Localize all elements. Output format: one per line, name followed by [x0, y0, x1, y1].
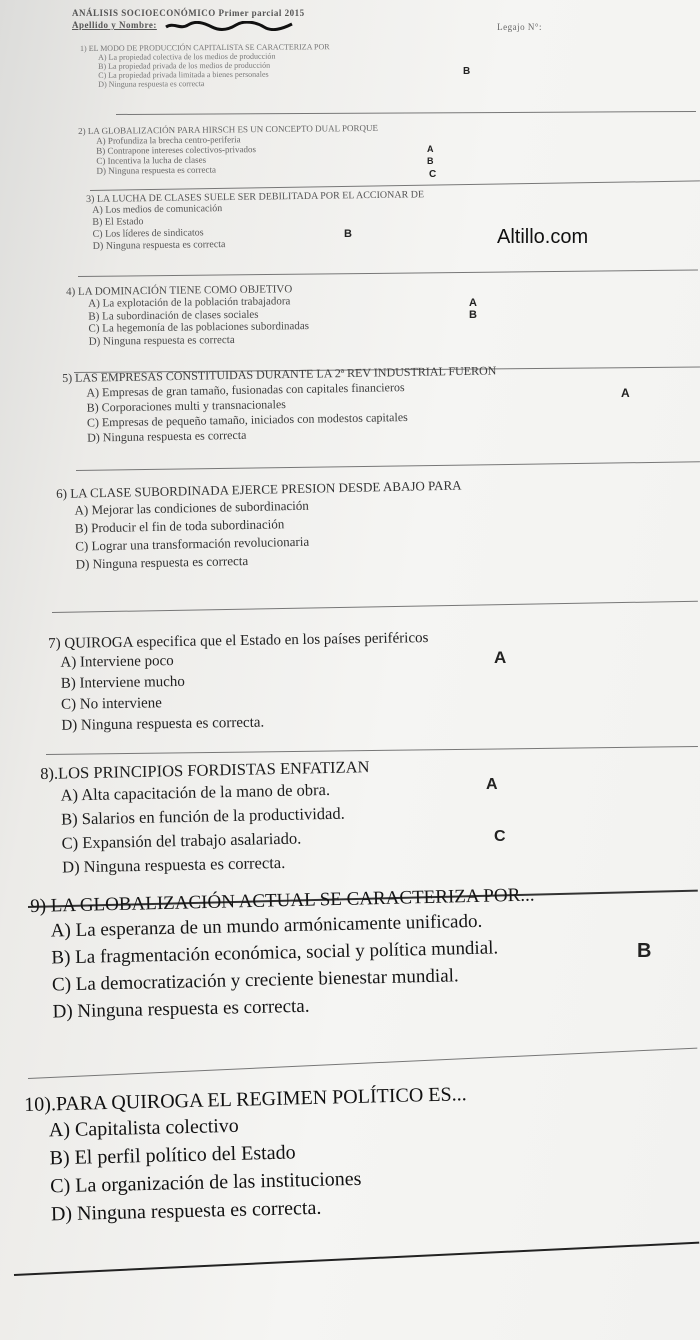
option-a: A) Mejorar las condiciones de subordinación [74, 497, 309, 518]
question-title: 7) QUIROGA especifica que el Estado en los países periféricos [48, 630, 429, 652]
option-b: B) El Estado [92, 216, 144, 228]
option-d: D) Ninguna respuesta es correcta. [61, 714, 265, 734]
option-d: D) Ninguna respuesta es correcta. [61, 852, 286, 877]
option-c: C) No interviene [60, 695, 163, 713]
option-a: A) Interviene poco [60, 653, 174, 671]
name-row [72, 20, 632, 31]
question-8 [40, 757, 372, 880]
altillo-watermark: Altillo.com [497, 226, 589, 248]
handwritten-answer-mark: A [469, 297, 477, 309]
exam-title: ANÁLISIS SOCIOECONÓMICO Primer parcial 2015 [72, 8, 305, 18]
option-d: D) Ninguna respuesta es correcta. [50, 1196, 322, 1226]
divider-line [78, 270, 698, 277]
option-a: A) La esperanza de un mundo armónicamente unificado. [50, 910, 483, 942]
divider-line [28, 1048, 697, 1079]
exam-header [72, 8, 632, 31]
question-title: 2) LA GLOBALIZACIÓN PARA HIRSCH ES UN CONCEPTO DUAL PORQUE [78, 122, 379, 136]
option-d: D) Ninguna respuesta es correcta [88, 333, 235, 348]
question-7 [48, 630, 430, 737]
option-c: C) Lograr una transformación revolucionaria [75, 533, 310, 554]
option-a: A) Los medios de comunicación [92, 203, 223, 216]
question-title: 3) LA LUCHA DE CLASES SUELE SER DEBILITADA POR EL ACCIONAR DE [86, 189, 425, 205]
option-b: B) La subordinación de clases sociales [88, 308, 259, 323]
option-b: B) Contrapone intereses colectivos-privados [96, 144, 257, 156]
option-b: B) El perfil político del Estado [49, 1141, 296, 1170]
handwritten-answer-mark: B [637, 940, 652, 962]
option-a: A) La explotación de la población trabajadora [88, 295, 291, 310]
question-title: 8).LOS PRINCIPIOS FORDISTAS ENFATIZAN [40, 757, 370, 783]
option-b: B) La fragmentación económica, social y política mundial. [51, 937, 499, 969]
option-d: D) Ninguna respuesta es correcta [96, 164, 216, 176]
question-title: 6) LA CLASE SUBORDINADA EJERCE PRESION DESDE ABAJO PARA [56, 477, 462, 501]
option-b: B) Corporaciones multi y transnacionales [86, 397, 287, 415]
handwritten-answer-mark: A [494, 648, 507, 667]
question-title: 5) LAS EMPRESAS CONSTITUIDAS DURANTE LA 2ª REV INDUSTRIAL FUERON [62, 363, 497, 385]
handwritten-answer-mark: B [469, 309, 477, 321]
question-4 [66, 283, 309, 348]
option-b: B) Interviene mucho [60, 673, 185, 692]
option-c: C) La hegemonía de las poblaciones subordinadas [88, 320, 310, 335]
option-c: C) Empresas de pequeño tamaño, iniciados con modestos capitales [86, 409, 408, 430]
divider-line [46, 746, 698, 755]
question-3 [86, 189, 425, 253]
legajo-label: Legajo N°: [497, 22, 542, 32]
option-c: C) Expansión del trabajo asalariado. [61, 828, 302, 853]
question-title: 10).PARA QUIROGA EL REGIMEN POLÍTICO ES... [24, 1083, 467, 1116]
option-b: B) Producir el fin de toda subordinación [74, 516, 285, 536]
handwritten-answer-mark: B [463, 66, 471, 77]
option-a: A) La propiedad colectiva de los medios de producción [98, 51, 276, 62]
question-5 [62, 363, 498, 446]
option-c: C) Los líderes de sindicatos [92, 227, 204, 240]
option-c: C) Incentiva la lucha de clases [96, 154, 207, 166]
divider-line [52, 601, 698, 613]
option-a: A) Empresas de gran tamaño, fusionadas con capitales financieros [86, 380, 405, 400]
name-label: Apellido y Nombre: [72, 20, 157, 30]
divider-line [116, 111, 696, 115]
handwritten-answer-mark: B [427, 156, 434, 166]
handwritten-answer-mark: C [429, 169, 437, 180]
option-c: C) La propiedad privada limitada a bienes personales [98, 69, 269, 80]
handwritten-answer-mark: A [486, 776, 498, 793]
option-b: B) Salarios en función de la productividad. [60, 803, 345, 829]
question-6 [56, 478, 463, 574]
question-10 [24, 1083, 470, 1229]
question-9 [30, 885, 537, 1026]
option-a: A) Profundiza la brecha centro-periferia [96, 134, 241, 146]
question-title: 9) LA GLOBALIZACIÓN ACTUAL SE CARACTERIZA POR... [30, 884, 535, 917]
option-d: D) Ninguna respuesta es correcta [87, 427, 247, 445]
option-c: C) La organización de las instituciones [49, 1167, 362, 1198]
question-1 [80, 42, 330, 89]
option-b: B) La propiedad privada de los medios de producción [98, 60, 271, 71]
handwritten-answer-mark: A [427, 144, 434, 154]
option-d: D) Ninguna respuesta es correcta [75, 552, 249, 572]
option-d: D) Ninguna respuesta es correcta [92, 239, 226, 252]
redacted-name-scribble-icon [164, 21, 294, 31]
handwritten-answer-mark: B [344, 228, 352, 240]
option-a: A) Alta capacitación de la mano de obra. [60, 779, 331, 805]
option-c: C) La democratización y creciente bienestar mundial. [51, 965, 459, 996]
handwritten-answer-mark: A [621, 386, 630, 400]
option-d: D) Ninguna respuesta es correcta [98, 79, 205, 89]
divider-line [76, 461, 700, 471]
option-a: A) Capitalista colectivo [48, 1114, 240, 1142]
question-2 [78, 123, 378, 176]
handwritten-answer-mark: C [494, 828, 506, 845]
question-title: 1) EL MODO DE PRODUCCIÓN CAPITALISTA SE CARACTERIZA POR [80, 42, 330, 53]
divider-line [14, 1242, 699, 1276]
option-d: D) Ninguna respuesta es correcta. [52, 995, 310, 1023]
question-title: 4) LA DOMINACIÓN TIENE COMO OBJETIVO [66, 283, 293, 298]
